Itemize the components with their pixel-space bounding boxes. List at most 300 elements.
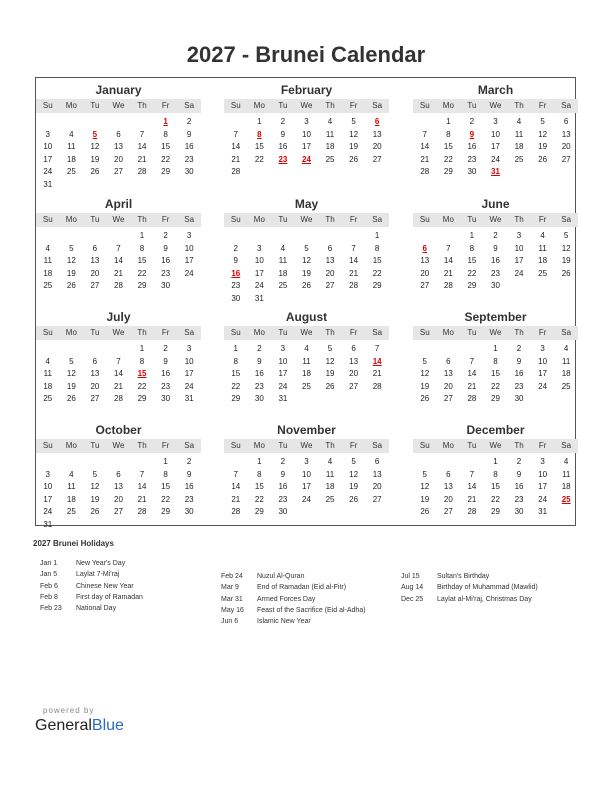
day: 18 <box>538 256 548 266</box>
holiday-name: First day of Ramadan <box>76 593 143 601</box>
day: 28 <box>443 281 453 291</box>
weekday-label: Fr <box>349 215 358 224</box>
weekday-label: We <box>489 215 502 224</box>
weekday-label: Sa <box>184 441 195 450</box>
holiday-column <box>40 558 143 614</box>
day: 28 <box>114 394 123 404</box>
day-blank <box>460 343 484 356</box>
day: 21 <box>467 381 477 391</box>
day: 16 <box>467 142 477 152</box>
weekday-label: Th <box>514 101 524 110</box>
weekday-header <box>224 439 389 453</box>
day: 4 <box>45 356 50 366</box>
holiday-item <box>221 616 366 627</box>
day: 21 <box>114 381 123 391</box>
day: 10 <box>43 482 53 492</box>
weekday-label: We <box>489 328 502 337</box>
day: 17 <box>254 268 264 278</box>
weekday-label: Mo <box>253 101 265 110</box>
day: 14 <box>349 256 359 266</box>
day-grid <box>224 116 389 179</box>
day: 22 <box>372 268 382 278</box>
day: 11 <box>562 356 571 366</box>
day: 29 <box>137 394 147 404</box>
day: 19 <box>325 369 335 379</box>
day: 13 <box>372 469 382 479</box>
day: 5 <box>540 117 545 126</box>
weekday-label: Tu <box>467 328 477 337</box>
holiday-date: Jun 6 <box>221 618 239 626</box>
weekday-label: Sa <box>184 215 195 224</box>
day-blank <box>83 116 107 129</box>
day-grid <box>36 343 201 406</box>
day: 20 <box>420 268 430 278</box>
day: 7 <box>469 469 475 479</box>
day-blank <box>295 230 319 243</box>
day: 14 <box>467 369 477 379</box>
day: 6 <box>374 457 380 466</box>
day: 3 <box>540 344 545 353</box>
weekday-label: Sa <box>372 441 383 450</box>
day: 13 <box>349 356 359 366</box>
day: 8 <box>163 469 168 479</box>
day: 24 <box>538 494 548 504</box>
day: 20 <box>114 494 123 504</box>
holiday-name: End of Ramadan (Eid al-Fitr) <box>257 584 347 592</box>
day: 2 <box>280 457 286 466</box>
weekday-label: Th <box>137 215 147 224</box>
day: 27 <box>90 281 100 291</box>
day: 27 <box>443 507 453 517</box>
day: 6 <box>92 356 98 366</box>
holiday-date: Aug 14 <box>401 584 424 592</box>
month-name: November <box>277 423 336 437</box>
day: 16 <box>254 369 264 379</box>
day: 2 <box>516 457 522 466</box>
day: 17 <box>184 256 194 266</box>
day: 30 <box>254 394 264 404</box>
weekday-label: Th <box>325 328 335 337</box>
day: 25 <box>325 494 335 504</box>
day: 14 <box>231 142 241 152</box>
day: 21 <box>231 154 241 164</box>
weekday-label: Mo <box>253 441 265 450</box>
day: 27 <box>325 281 335 291</box>
weekday-label: Mo <box>442 328 454 337</box>
weekday-label: Tu <box>467 101 477 110</box>
month-july <box>36 309 201 406</box>
weekday-label: Fr <box>161 441 170 450</box>
month-name: July <box>106 310 131 324</box>
day: 28 <box>467 507 477 517</box>
month-august <box>224 309 389 406</box>
day: 11 <box>302 356 311 366</box>
holiday-date: Jan 5 <box>40 571 58 579</box>
weekday-label: We <box>489 101 502 110</box>
day: 25 <box>278 281 288 291</box>
day-grid <box>413 343 578 406</box>
day-grid <box>413 230 578 293</box>
day-blank <box>36 343 60 356</box>
day: 12 <box>302 256 311 266</box>
day-blank <box>36 116 60 129</box>
day: 12 <box>325 356 335 366</box>
weekday-label: Sa <box>561 101 572 110</box>
holiday-name: Laylat al-Mi'raj, Christmas Day <box>437 595 532 603</box>
day: 11 <box>67 482 76 492</box>
day: 13 <box>420 256 430 266</box>
day: 25 <box>561 381 571 391</box>
day: 4 <box>45 243 50 253</box>
weekday-label: We <box>112 328 125 337</box>
weekday-label: Su <box>42 441 53 450</box>
day: 7 <box>139 469 145 479</box>
day: 18 <box>43 381 53 391</box>
weekday-label: Fr <box>349 441 358 450</box>
month-name: December <box>466 423 525 437</box>
day-blank <box>130 116 154 129</box>
day: 8 <box>374 243 380 253</box>
day: 19 <box>349 142 359 152</box>
day: 12 <box>538 129 548 139</box>
day: 16 <box>278 142 288 152</box>
month-june <box>413 196 578 293</box>
day: 17 <box>514 256 524 266</box>
day: 1 <box>374 231 380 240</box>
holiday-day: 14 <box>372 356 382 366</box>
weekday-label: We <box>112 441 125 450</box>
day: 29 <box>254 507 264 517</box>
day: 21 <box>349 268 359 278</box>
day: 3 <box>304 457 309 466</box>
day: 1 <box>233 344 238 353</box>
day-grid <box>413 456 578 519</box>
holiday-date: Feb 23 <box>40 605 62 613</box>
weekday-header <box>36 213 201 227</box>
day: 3 <box>257 243 262 253</box>
day: 7 <box>469 356 475 366</box>
day: 20 <box>443 494 453 504</box>
weekday-header <box>224 326 389 340</box>
day-blank <box>437 343 461 356</box>
weekday-label: Su <box>419 328 430 337</box>
day: 7 <box>233 129 238 139</box>
weekday-label: Su <box>419 215 430 224</box>
day: 29 <box>467 281 477 291</box>
month-november <box>224 422 389 519</box>
day: 22 <box>137 268 147 278</box>
day: 8 <box>163 129 168 139</box>
day-blank <box>437 230 461 243</box>
month-september <box>413 309 578 406</box>
day: 21 <box>467 494 477 504</box>
holiday-name: Armed Forces Day <box>257 595 316 603</box>
day: 16 <box>184 142 194 152</box>
day: 21 <box>443 268 453 278</box>
day: 7 <box>351 243 356 253</box>
day: 12 <box>349 469 359 479</box>
day: 10 <box>278 356 288 366</box>
day: 27 <box>561 154 571 164</box>
day: 8 <box>257 469 262 479</box>
day: 1 <box>163 457 168 466</box>
day: 31 <box>43 519 53 529</box>
day: 18 <box>514 142 524 152</box>
day: 16 <box>161 369 171 379</box>
weekday-label: Fr <box>161 215 170 224</box>
holiday-item <box>401 571 538 582</box>
weekday-label: Th <box>325 441 335 450</box>
day: 9 <box>163 356 168 366</box>
day: 10 <box>538 356 548 366</box>
day-blank <box>107 456 131 469</box>
day: 18 <box>325 482 335 492</box>
day: 20 <box>443 381 453 391</box>
day: 31 <box>254 293 264 303</box>
holiday-item <box>221 605 366 616</box>
day: 5 <box>563 231 569 240</box>
day: 28 <box>137 167 147 177</box>
weekday-label: Tu <box>90 101 100 110</box>
month-may <box>224 196 389 306</box>
day: 12 <box>90 482 100 492</box>
weekday-label: Sa <box>372 215 383 224</box>
holiday-day: 9 <box>469 129 475 139</box>
day: 24 <box>184 381 194 391</box>
day: 27 <box>420 281 430 291</box>
day: 24 <box>43 507 53 517</box>
weekday-label: Su <box>230 441 241 450</box>
day: 23 <box>514 494 524 504</box>
day: 30 <box>184 167 194 177</box>
day: 23 <box>231 281 241 291</box>
day: 21 <box>114 268 123 278</box>
day: 13 <box>90 256 100 266</box>
day-blank <box>60 116 84 129</box>
day: 6 <box>446 356 451 366</box>
day: 4 <box>516 117 522 126</box>
day: 11 <box>325 469 335 479</box>
day: 26 <box>302 281 311 291</box>
weekday-label: Su <box>419 441 430 450</box>
day-blank <box>130 456 154 469</box>
weekday-label: Mo <box>442 101 454 110</box>
day: 2 <box>469 117 475 126</box>
day: 5 <box>69 243 74 253</box>
holiday-item <box>221 571 366 582</box>
day-blank <box>83 456 107 469</box>
day: 18 <box>278 268 288 278</box>
day: 12 <box>90 142 100 152</box>
day-grid <box>224 230 389 306</box>
day: 9 <box>516 469 522 479</box>
day: 29 <box>231 394 241 404</box>
day: 19 <box>66 381 76 391</box>
day: 19 <box>302 268 311 278</box>
day: 14 <box>467 482 477 492</box>
day: 19 <box>420 381 430 391</box>
holiday-date: Mar 9 <box>221 584 239 592</box>
weekday-label: Fr <box>538 441 547 450</box>
day: 2 <box>163 231 168 240</box>
day: 7 <box>446 243 451 253</box>
holiday-date: Mar 31 <box>221 595 243 603</box>
day: 29 <box>443 167 453 177</box>
day: 11 <box>562 469 571 479</box>
day: 30 <box>161 394 171 404</box>
day: 9 <box>280 129 286 139</box>
day: 28 <box>467 394 477 404</box>
day: 29 <box>161 167 171 177</box>
day: 23 <box>514 381 524 391</box>
day: 13 <box>90 369 100 379</box>
day: 16 <box>514 482 524 492</box>
holiday-date: Jan 1 <box>40 560 58 567</box>
holiday-name: New Year's Day <box>76 560 126 567</box>
day: 15 <box>161 482 171 492</box>
weekday-label: Mo <box>65 215 77 224</box>
day: 16 <box>278 482 288 492</box>
day: 25 <box>66 167 76 177</box>
generalblue-logo <box>35 717 124 735</box>
day: 7 <box>116 356 121 366</box>
weekday-label: Mo <box>442 215 454 224</box>
day: 27 <box>372 494 382 504</box>
weekday-label: Tu <box>278 328 288 337</box>
day-grid <box>224 456 389 519</box>
day: 14 <box>114 256 123 266</box>
day: 26 <box>325 381 335 391</box>
day: 9 <box>186 129 192 139</box>
day: 21 <box>420 154 430 164</box>
day: 5 <box>422 356 427 366</box>
day: 7 <box>139 129 145 139</box>
day: 3 <box>516 231 522 240</box>
day-blank <box>437 456 461 469</box>
day: 2 <box>516 344 522 353</box>
weekday-label: Th <box>137 328 147 337</box>
day: 31 <box>43 179 53 189</box>
day: 26 <box>90 507 100 517</box>
day: 21 <box>137 494 147 504</box>
day: 7 <box>374 344 380 353</box>
day-blank <box>413 116 437 129</box>
day: 10 <box>43 142 53 152</box>
weekday-label: Tu <box>467 215 477 224</box>
logo-part-general: General <box>35 717 92 734</box>
day: 14 <box>114 369 123 379</box>
day: 6 <box>116 129 121 139</box>
day: 20 <box>90 381 100 391</box>
day: 15 <box>137 256 147 266</box>
day-grid <box>36 456 201 532</box>
weekday-header <box>224 99 389 113</box>
holiday-name: Laylat 7-Mi'raj <box>76 571 120 579</box>
weekday-label: Fr <box>538 328 547 337</box>
month-october <box>36 422 201 532</box>
day: 3 <box>540 457 545 466</box>
month-name: January <box>95 83 142 97</box>
day-blank <box>318 230 342 243</box>
day: 27 <box>349 381 359 391</box>
day: 12 <box>66 256 76 266</box>
day: 1 <box>446 117 451 126</box>
day: 10 <box>514 243 524 253</box>
day: 28 <box>231 167 241 177</box>
holiday-day: 23 <box>278 154 288 164</box>
day: 2 <box>186 457 192 466</box>
day: 2 <box>186 117 192 126</box>
day: 26 <box>349 154 359 164</box>
holiday-column <box>401 571 538 605</box>
weekday-label: Fr <box>349 328 358 337</box>
day: 8 <box>493 356 498 366</box>
powered-by-text: powered by <box>43 706 95 715</box>
day: 22 <box>161 494 171 504</box>
day: 5 <box>422 469 427 479</box>
weekday-label: Tu <box>278 441 288 450</box>
weekday-label: Fr <box>349 101 358 110</box>
day: 2 <box>163 344 168 353</box>
day: 3 <box>186 231 192 240</box>
weekday-label: Th <box>325 101 335 110</box>
day: 12 <box>420 482 430 492</box>
weekday-label: Mo <box>65 328 77 337</box>
day-blank <box>107 116 131 129</box>
weekday-label: Th <box>137 101 147 110</box>
day: 20 <box>372 482 382 492</box>
day: 10 <box>184 356 194 366</box>
weekday-label: Mo <box>65 101 77 110</box>
holiday-day: 1 <box>163 117 168 126</box>
weekday-label: We <box>300 101 313 110</box>
day: 19 <box>561 256 571 266</box>
weekday-label: We <box>300 441 313 450</box>
holiday-name: Birthday of Muhammad (Mawlid) <box>437 584 538 592</box>
day: 3 <box>493 117 498 126</box>
weekday-header <box>413 99 578 113</box>
holiday-date: May 16 <box>221 606 244 614</box>
day: 24 <box>538 381 548 391</box>
day: 8 <box>493 469 498 479</box>
weekday-label: Fr <box>538 215 547 224</box>
day: 31 <box>278 394 288 404</box>
day: 27 <box>90 394 100 404</box>
day: 1 <box>139 231 145 240</box>
day: 13 <box>372 129 382 139</box>
day: 16 <box>184 482 194 492</box>
day-blank <box>342 230 366 243</box>
weekday-label: Su <box>230 328 241 337</box>
weekday-label: Su <box>419 101 430 110</box>
day: 6 <box>563 117 569 126</box>
weekday-label: We <box>112 101 125 110</box>
day: 15 <box>231 369 241 379</box>
day: 29 <box>491 394 500 404</box>
day: 21 <box>231 494 241 504</box>
day-blank <box>413 456 437 469</box>
month-name: October <box>95 423 142 437</box>
day: 20 <box>325 268 335 278</box>
day-grid <box>36 230 201 293</box>
day: 26 <box>420 507 430 517</box>
day: 8 <box>446 129 451 139</box>
month-name: February <box>280 83 333 97</box>
day: 8 <box>139 356 145 366</box>
day: 3 <box>186 344 192 353</box>
weekday-label: Su <box>42 215 53 224</box>
day: 17 <box>302 142 311 152</box>
